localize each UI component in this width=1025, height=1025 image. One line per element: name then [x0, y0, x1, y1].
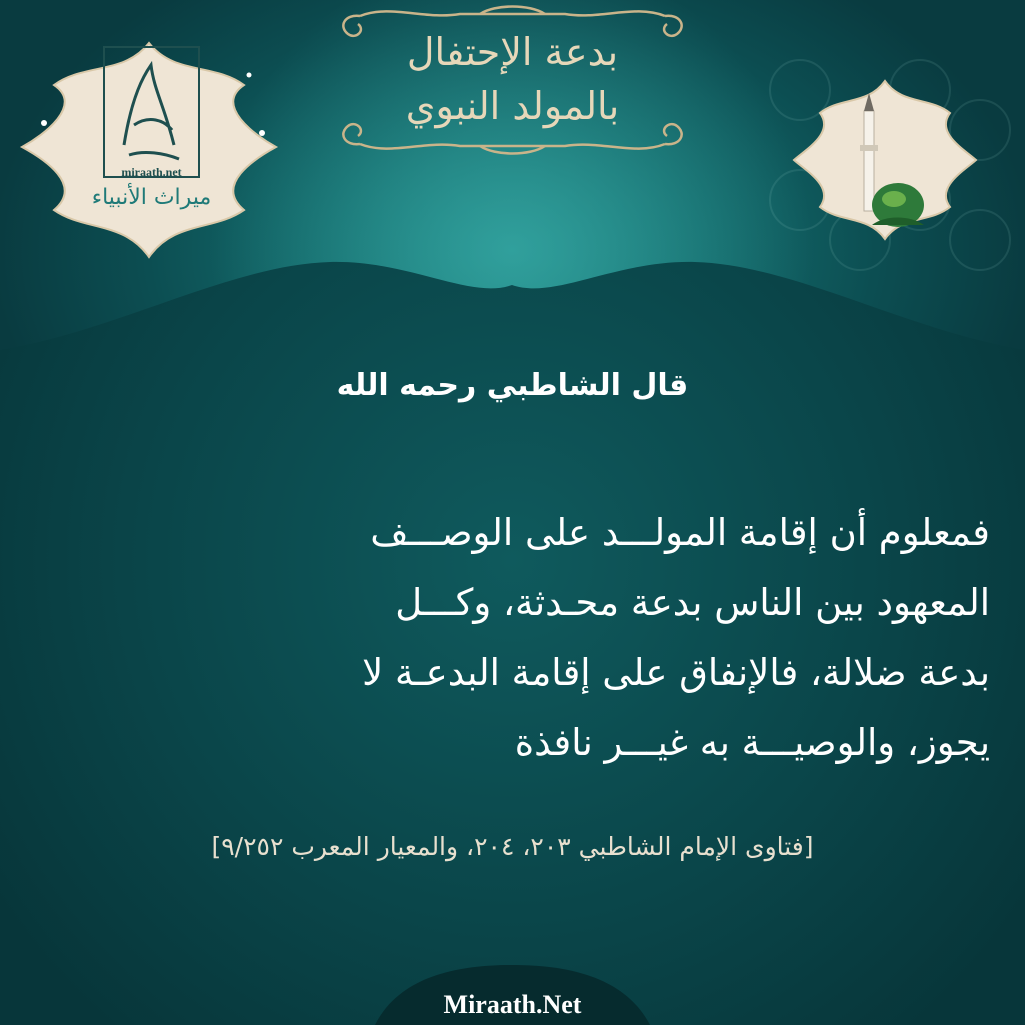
quote-line: فمعلوم أن إقامة المولـــد على الوصـــف: [370, 511, 990, 554]
quote-heading: قال الشاطبي رحمه الله: [336, 368, 689, 403]
badge-shape: [14, 35, 284, 265]
quote-line: المعهود بين الناس بدعة محـدثة، وكـــل: [395, 581, 990, 624]
logo-badge: [14, 35, 284, 265]
footer-site-link[interactable]: Miraath.Net: [443, 990, 582, 1019]
mosque-dome-icon: [790, 75, 980, 245]
quote-text: [40, 498, 990, 778]
quote-line: بدعة ضلالة، فالإنفاق على إقامة البدعـة لا: [362, 651, 990, 694]
mosque-badge: [790, 75, 980, 245]
ornament-frame: [330, 0, 695, 160]
quote-line: يجوز، والوصيـــة به غيـــر نافذة: [514, 721, 990, 764]
title-line-1: بدعة الإحتفال: [406, 30, 619, 74]
quote-source: [فتاوى الإمام الشاطبي ٢٠٣، ٢٠٤، والمعيار المعرب ٩/٢٥٢]: [211, 832, 814, 861]
title-frame: [330, 0, 695, 160]
title-line-2: بالمولد النبوي: [405, 84, 620, 128]
logo-site-text: miraath.net: [121, 165, 182, 179]
logo-name-text: ميراث الأنبياء: [91, 185, 212, 210]
